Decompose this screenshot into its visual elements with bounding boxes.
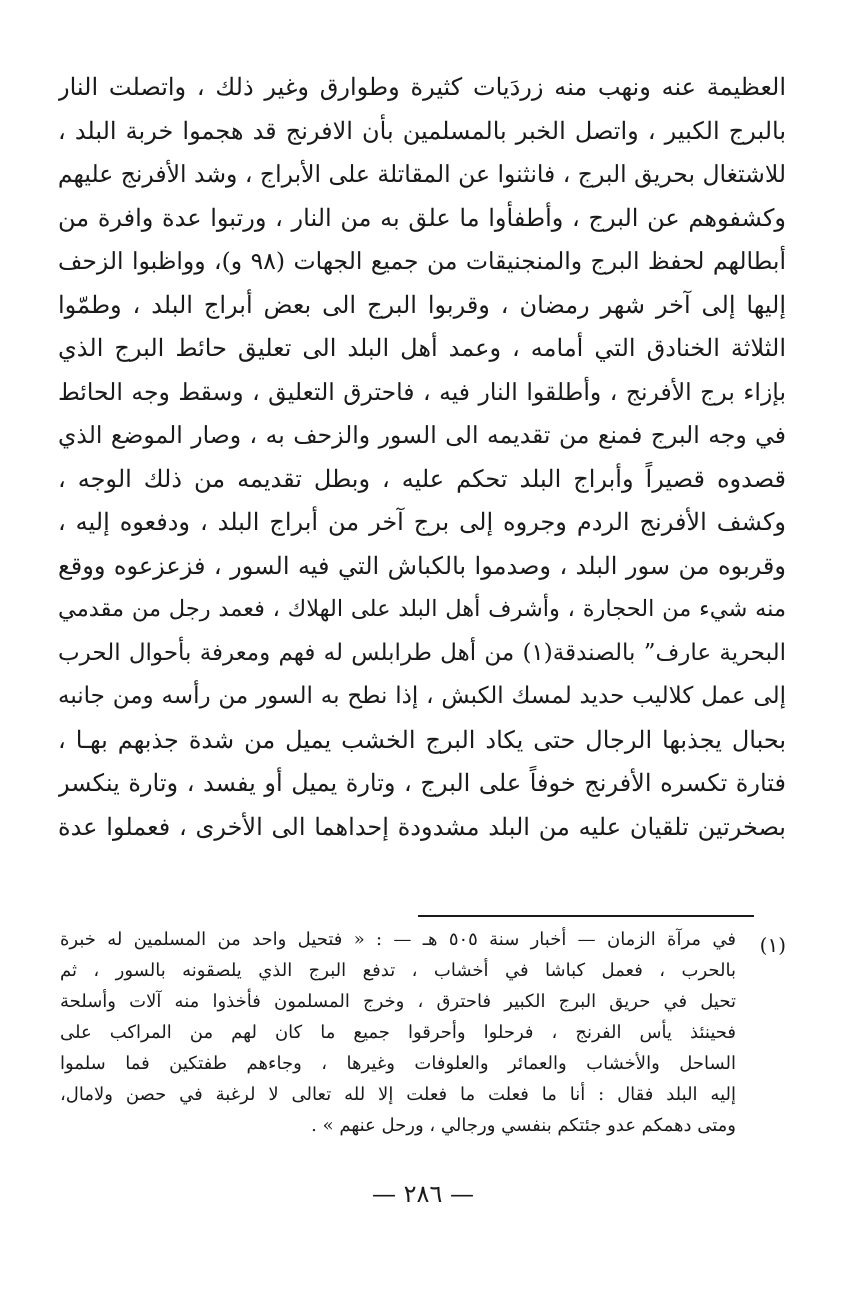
footnote-line: في مرآة الزمان — أخبار سنة ٥٠٥ هـ — : « فتحيل واحد من المسلمين له خبرة <box>60 929 736 950</box>
text-line: قصدوه قصيراً وأبراج البلد تحكم عليه ، وبطل تقديمه من ذلك الوجه ، <box>58 464 786 493</box>
text-line: فتارة تكسره الأفرنج خوفاً على البرج ، وتارة يميل أو يفسد ، وتارة ينكسر <box>58 769 786 797</box>
page-number: — ٢٨٦ — <box>372 1180 474 1208</box>
footnote-line: فحينئذ يأس الفرنج ، فرحلوا وأحرقوا جميع ما كان لهم من المراكب على <box>60 1022 736 1043</box>
text-line: إلى عمل كلاليب حديد لمسك الكبش ، إذا نطح به السور من رأسه ومن جانبه <box>58 683 786 709</box>
footnote-line: تحيل في حريق البرج الكبير فاحترق ، وخرج المسلمون فأخذوا منه آلات وأسلحة <box>60 991 736 1012</box>
text-line: البحرية عارف” بالصندقة(١) من أهل طرابلس له فهم ومعرفة بأحوال الحرب <box>58 639 786 666</box>
footnote-line: ومتى دهمكم عدو جئتكم بنفسي ورجالي ، ورحل عنهم » . <box>311 1115 736 1136</box>
text-line: أبطالهم لحفظ البرج والمنجنيقات من جميع الجهات (٩٨ و)، وواظبوا الزحف <box>58 247 786 275</box>
text-line: بصخرتين تلقيان عليه من البلد مشدودة إحداهما الى الأخرى ، فعملوا عدة <box>58 812 786 841</box>
text-line: بالبرج الكبير ، واتصل الخبر بالمسلمين بأن الافرنج قد هجموا خربة البلد ، <box>58 116 786 145</box>
text-line: الثلاثة الخنادق التي أمامه ، وعمد أهل البلد الى تعليق حائط البرج الذي <box>58 334 786 362</box>
text-line: بإزاء برج الأفرنج ، وأطلقوا النار فيه ، فاحترق التعليق ، وسقط وجه الحائط <box>58 377 786 406</box>
main-text <box>58 66 786 849</box>
text-line: منه شيء من الحجارة ، وأشرف أهل البلد على الهلاك ، فعمد رجل من مقدمي <box>58 596 786 622</box>
text-line: إليها إلى آخر شهر رمضان ، وقربوا البرج الى بعض أبراج البلد ، وطمّوا <box>58 290 786 319</box>
text-line: وكشف الأفرنج الردم وجروه إلى برج آخر من أبراج البلد ، ودفعوه إليه ، <box>58 508 786 536</box>
text-line: بحبال يجذبها الرجال حتى يكاد البرج الخشب يميل من شدة جذبهم بهـا ، <box>58 725 786 754</box>
text-line: وكشفوهم عن البرج ، وأطفأوا ما علق به من النار ، ورتبوا عدة وافرة من <box>58 203 786 232</box>
footnote-text <box>60 924 736 1141</box>
text-line: العظيمة عنه ونهب منه زردَيات كثيرة وطوارق وغير ذلك ، واتصلت النار <box>58 73 786 101</box>
text-line: في وجه البرج فمنع من تقديمه الى السور والزحف به ، وصار الموضع الذي <box>58 421 786 449</box>
footnote-divider <box>418 915 754 917</box>
footnote-line: إليه البلد فقال : أنا ما فعلت ما فعلت إلا لله تعالى لا لرغبة في حصن ولامال، <box>60 1084 736 1105</box>
footnote-1 <box>60 924 786 1141</box>
footnote-line: الساحل والأخشاب والعمائر والعلوفات وغيرها ، وجاءهم طفتكين فما سلموا <box>60 1053 736 1074</box>
footnote-line: بالحرب ، فعمل كباشا في أخشاب ، تدفع البرج الذي يلصقونه بالسور ، ثم <box>60 960 736 981</box>
footnote-marker: (١) <box>759 933 786 957</box>
text-line: وقربوه من سور البلد ، وصدموا بالكباش التي فيه السور ، فزعزعوه ووقع <box>58 551 786 580</box>
text-line: للاشتغال بحريق البرج ، فانثنوا عن المقاتلة على الأبراج ، وشد الأفرنج عليهم <box>58 160 786 188</box>
